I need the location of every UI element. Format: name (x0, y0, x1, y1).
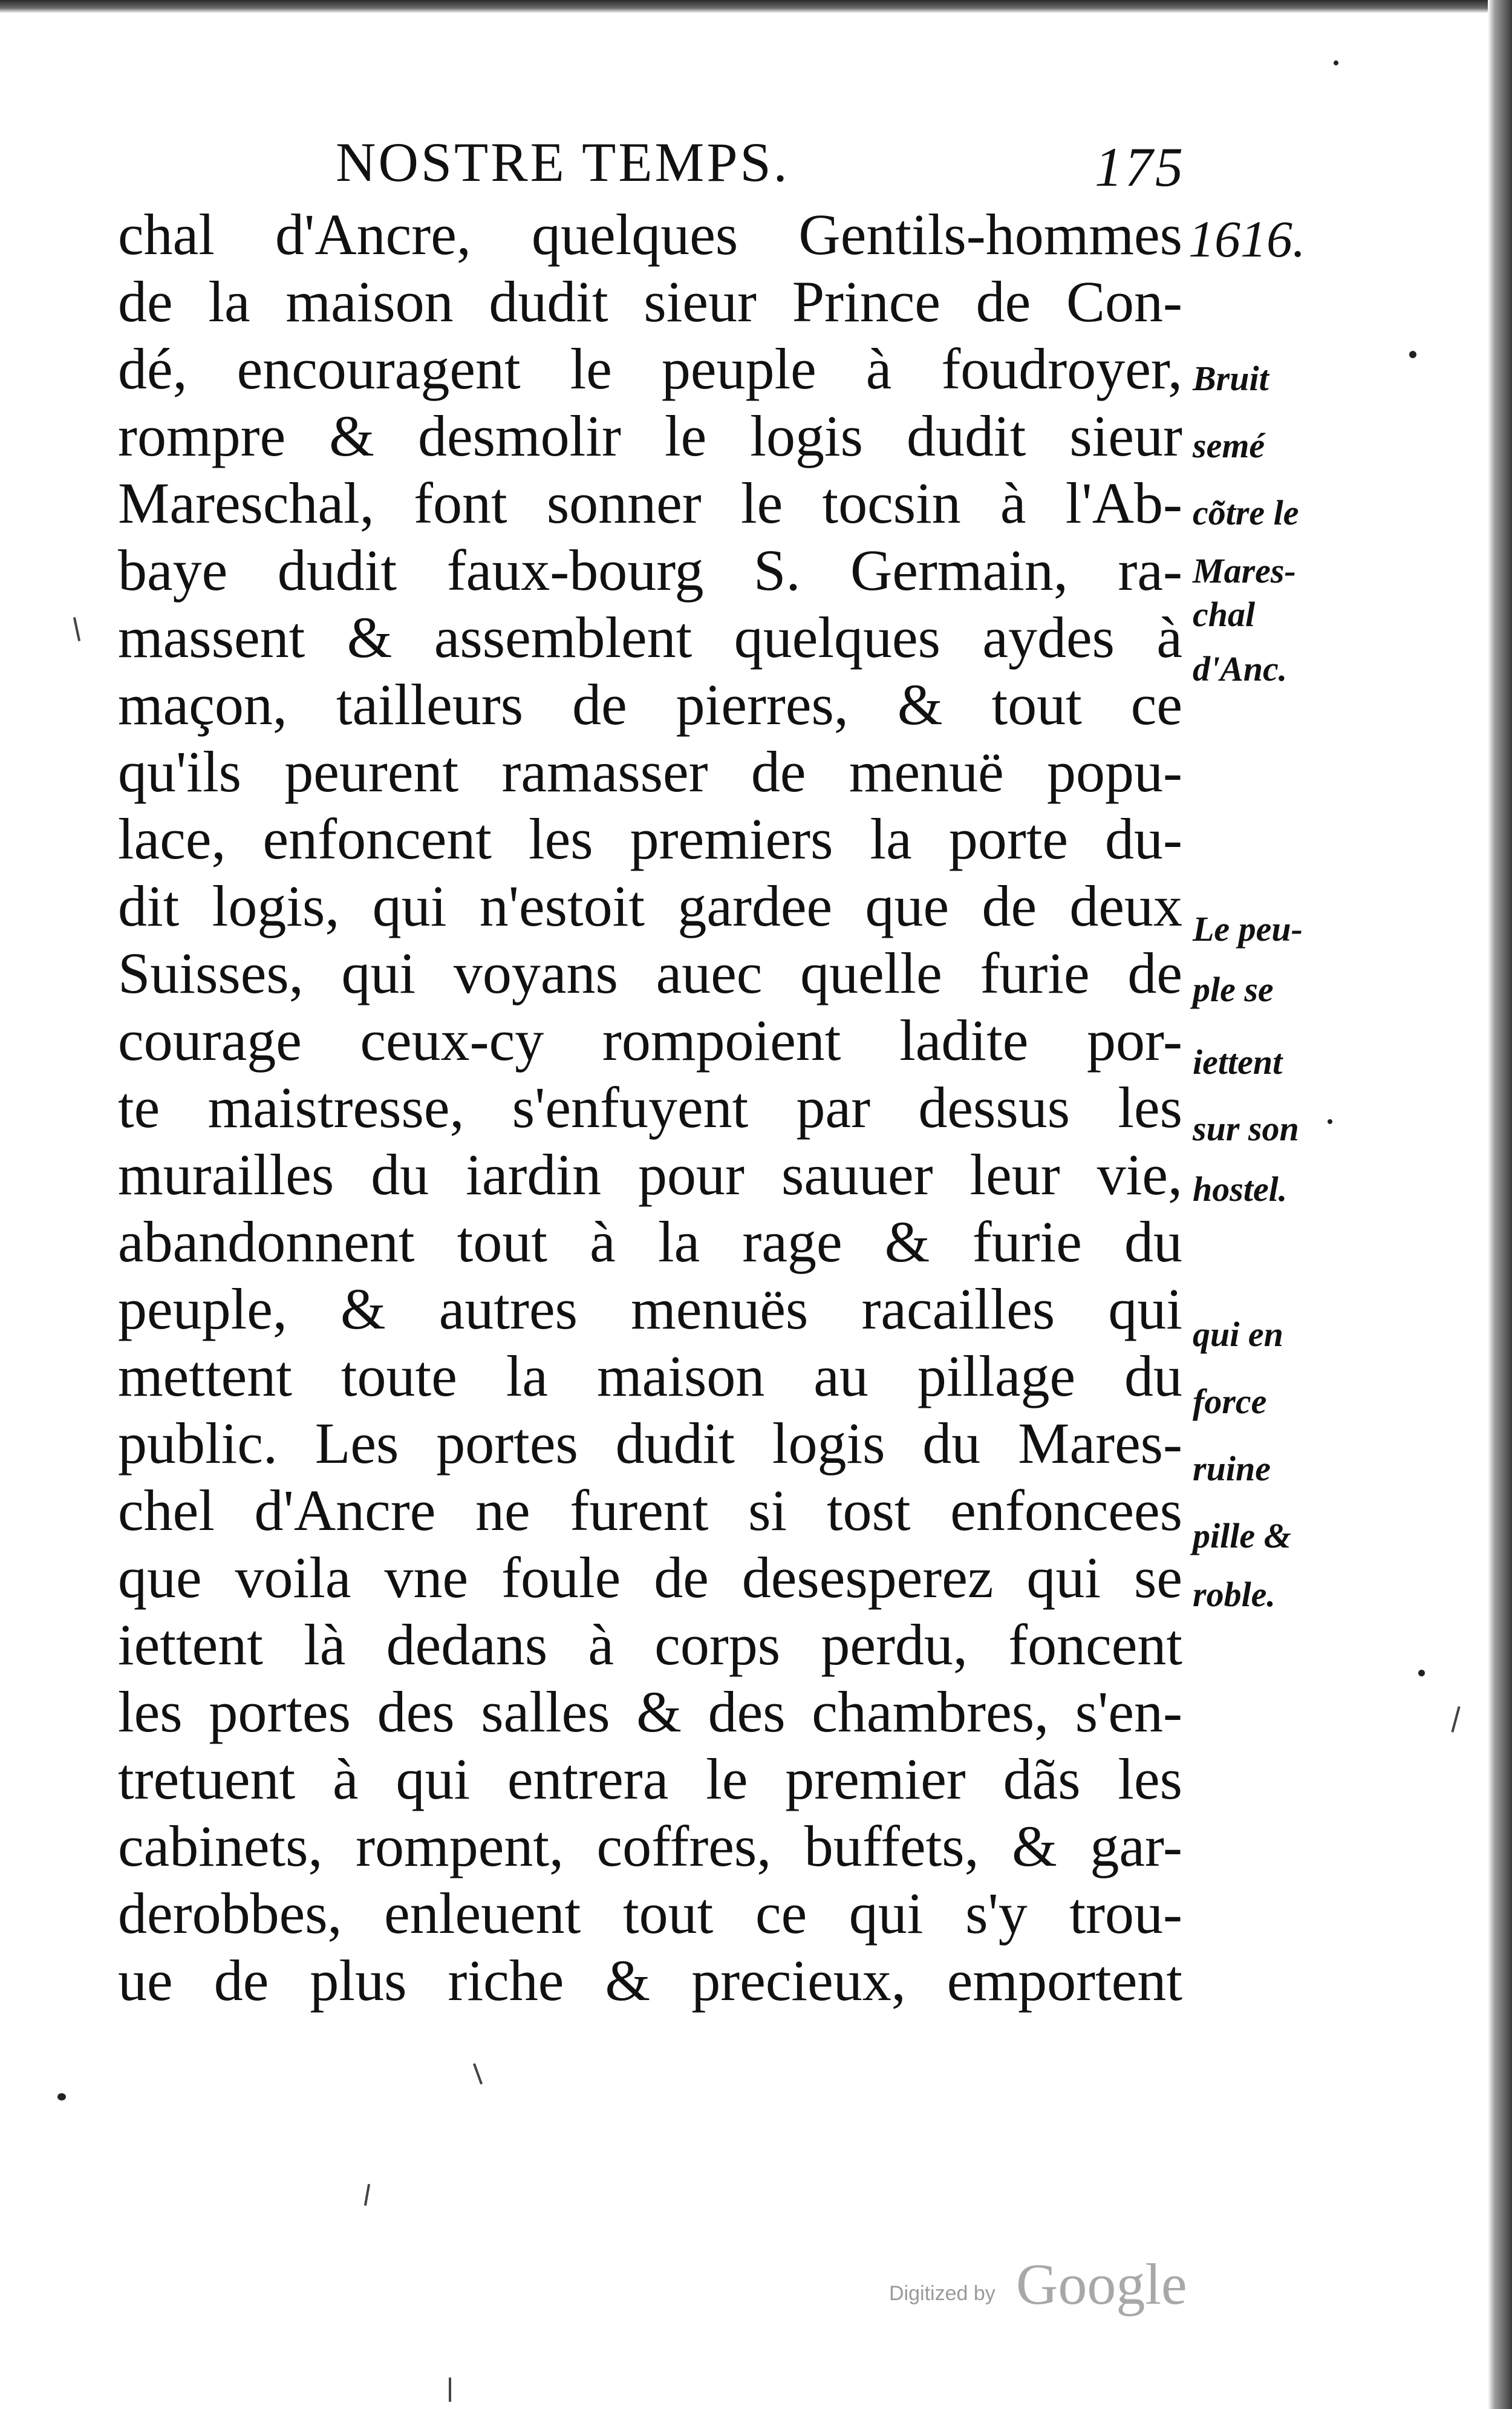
scan-edge-right (1488, 0, 1512, 2409)
margin-note: Le peu- (1193, 909, 1303, 949)
text-line: ue de plus riche & precieux, emportent (118, 1948, 1182, 2013)
text-line: chal d'Ancre, quelques Gentils-hommes (118, 202, 1182, 267)
text-line: chel d'Ancre ne furent si tost enfoncees (118, 1478, 1182, 1543)
text-line: abandonnent tout à la rage & furie du (118, 1209, 1182, 1274)
margin-note: roble. (1193, 1575, 1276, 1614)
margin-note: d'Anc. (1193, 649, 1288, 688)
text-line: dé, encouragent le peuple à foudroyer, (118, 336, 1182, 401)
scan-speck (1328, 1119, 1332, 1124)
text-line: derobbes, enleuent tout ce qui s'y trou- (118, 1881, 1182, 1946)
text-line: maçon, tailleurs de pierres, & tout ce (118, 672, 1182, 737)
scan-stroke (449, 2378, 451, 2402)
digitized-label: Digitized by (889, 2282, 996, 2305)
text-line: rompre & desmolir le logis dudit sieur (118, 404, 1182, 468)
margin-note: semé (1193, 426, 1265, 465)
margin-note: sur son (1193, 1109, 1299, 1148)
text-line: te maistresse, s'enfuyent par dessus les (118, 1075, 1182, 1140)
scan-speck (57, 2093, 66, 2100)
scan-stroke (73, 617, 80, 641)
margin-note: force (1193, 1382, 1267, 1421)
margin-year: 1616. (1188, 210, 1306, 268)
text-line: de la maison dudit sieur Prince de Con- (118, 269, 1182, 334)
digitized-by-google-watermark (889, 2250, 1252, 2317)
text-line: tretuent à qui entrera le premier dãs les (118, 1747, 1182, 1811)
text-line: baye dudit faux-bourg S. Germain, ra- (118, 538, 1182, 603)
text-line: peuple, & autres menuës racailles qui (118, 1276, 1182, 1341)
text-line: public. Les portes dudit logis du Mares- (118, 1411, 1182, 1476)
running-title: NOSTRE TEMPS. (336, 131, 790, 193)
margin-note: chal (1193, 595, 1256, 634)
body-text (118, 201, 1182, 2014)
running-head (336, 130, 1243, 197)
text-line: courage ceux-cy rompoient ladite por- (118, 1008, 1182, 1073)
text-line: dit logis, qui n'estoit gardee que de deux (118, 874, 1182, 938)
text-line: que voila vne foule de desesperez qui se (118, 1545, 1182, 1610)
text-line: iettent là dedans à corps perdu, foncent (118, 1612, 1182, 1677)
text-line: Mareschal, font sonner le tocsin à l'Ab- (118, 471, 1182, 535)
scan-speck (1409, 351, 1416, 358)
scan-speck (1334, 60, 1338, 65)
margin-note: Mares- (1193, 551, 1296, 590)
text-line: mettent toute la maison au pillage du (118, 1344, 1182, 1408)
margin-note: qui en (1193, 1315, 1283, 1354)
scan-stroke (364, 2184, 370, 2206)
text-line: murailles du iardin pour sauuer leur vie, (118, 1142, 1182, 1207)
scan-edge-top (0, 0, 1512, 13)
margin-note: Bruit (1193, 359, 1269, 398)
margin-note: ruine (1193, 1449, 1271, 1488)
text-line: qu'ils peurent ramasser de menuë popu- (118, 739, 1182, 804)
scan-stroke (473, 2063, 483, 2084)
text-line: massent & assemblent quelques aydes à (118, 605, 1182, 670)
text-line: lace, enfoncent les premiers la porte du- (118, 806, 1182, 871)
margin-note: hostel. (1193, 1169, 1288, 1209)
margin-note: iettent (1193, 1042, 1283, 1082)
text-line: les portes des salles & des chambres, s'en- (118, 1679, 1182, 1744)
margin-note: cõtre le (1193, 493, 1299, 532)
scan-speck (1418, 1670, 1425, 1676)
scan-stroke (1451, 1706, 1460, 1733)
margin-note: ple se (1193, 970, 1274, 1009)
text-line: Suisses, qui voyans auec quelle furie de (118, 941, 1182, 1005)
margin-note: pille & (1193, 1516, 1291, 1555)
google-logo: Google (1016, 2252, 1187, 2316)
text-line: cabinets, rompent, coffres, buffets, & gar- (118, 1814, 1182, 1878)
page-number: 175 (1095, 136, 1185, 198)
